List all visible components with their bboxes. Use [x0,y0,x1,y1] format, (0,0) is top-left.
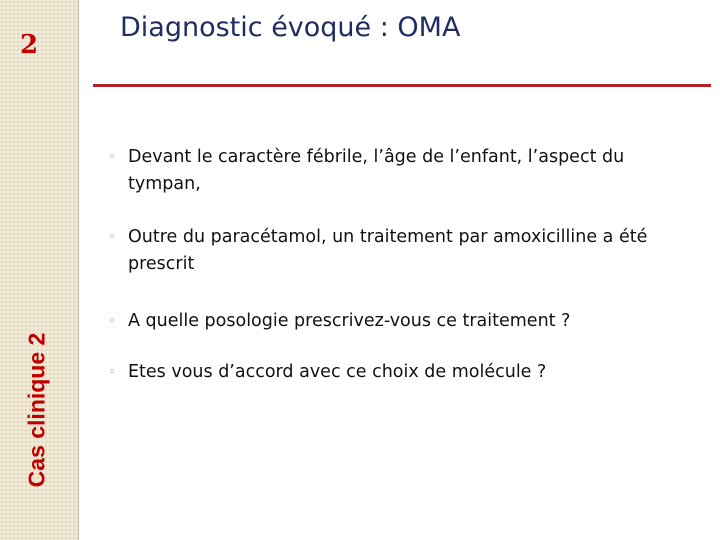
bullet-circle-icon: ◦ [108,365,116,380]
bullet-list [108,144,688,386]
bullet-item [108,308,688,335]
bullet-circle-icon: ◦ [108,230,116,245]
slide-title: Diagnostic évoqué : OMA [120,12,461,43]
vertical-section-title: Cas clinique 2 [23,332,50,488]
bullet-circle-icon: ◦ [108,314,116,329]
bullet-text: Outre du paracétamol, un traitement par amoxicilline a été prescrit [128,227,648,274]
bullet-text: A quelle posologie prescrivez-vous ce traitement ? [128,311,571,331]
title-divider [93,84,711,87]
bullet-item [108,359,688,386]
bullet-item [108,224,688,278]
bullet-text: Devant le caractère fébrile, l’âge de l’enfant, l’aspect du tympan, [128,147,625,194]
sidebar-panel [0,0,79,540]
bullet-circle-icon: ◦ [108,150,116,165]
bullet-text: Etes vous d’accord avec ce choix de molécule ? [128,362,547,382]
bullet-item [108,144,688,198]
slide-number: 2 [19,30,39,60]
